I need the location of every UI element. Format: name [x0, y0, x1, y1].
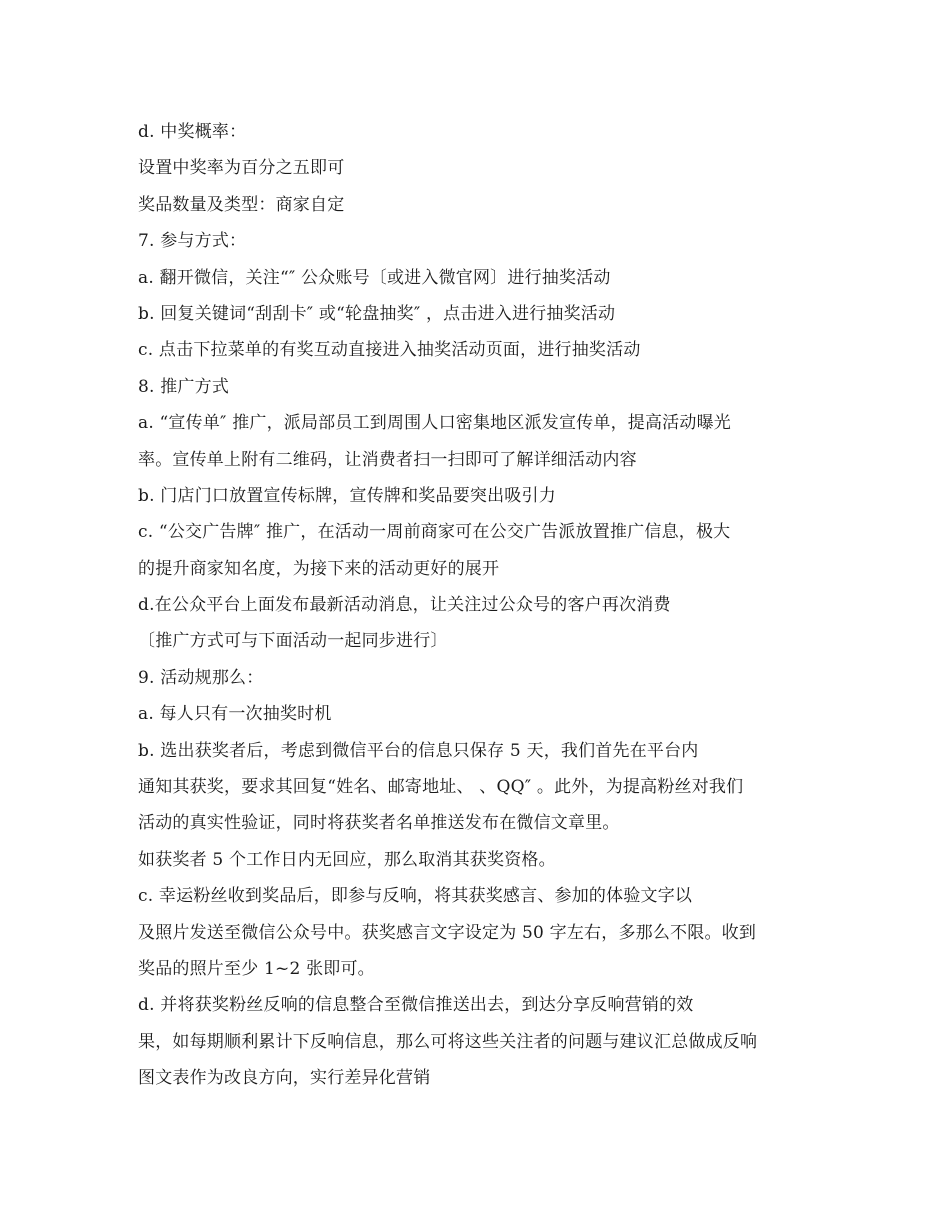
text-line: 设置中奖率为百分之五即可	[138, 158, 345, 179]
text-line: 的提升商家知名度，为接下来的活动更好的展开	[138, 558, 500, 579]
text-line: 活动的真实性验证，同时将获奖者名单推送发布在微信文章里。	[138, 813, 620, 834]
text-line: 如获奖者 5 个工作日内无回应，那么取消其获奖资格。	[138, 849, 556, 870]
text-line: d.在公众平台上面发布最新活动消息，让关注过公众号的客户再次消费	[138, 595, 671, 616]
text-line: a. 翻开微信，关注“″ 公众账号〔或进入微官网〕进行抽奖活动	[138, 267, 611, 288]
text-line: a. “宣传单″ 推广，派局部员工到周围人口密集地区派发宣传单，提高活动曝光	[138, 413, 731, 434]
text-line: 率。宣传单上附有二维码，让消费者扫一扫即可了解详细活动内容	[138, 449, 637, 470]
text-line: 〔推广方式可与下面活动一起同步进行〕	[138, 631, 448, 652]
text-line: c. “公交广告牌″ 推广，在活动一周前商家可在公交广告派放置推广信息，极大	[138, 522, 731, 543]
text-line: b. 门店门口放置宣传标牌，宣传牌和奖品要突出吸引力	[138, 485, 556, 506]
text-line: 及照片发送至微信公众号中。获奖感言文字设定为 50 字左右，多那么不限。收到	[138, 922, 757, 943]
text-line: c. 幸运粉丝收到奖品后，即参与反响，将其获奖感言、参加的体验文字以	[138, 886, 693, 907]
text-line: 通知其获奖，要求其回复“姓名、邮寄地址、 、QQ″ 。此外，为提高粉丝对我们	[138, 777, 744, 798]
text-line: c. 点击下拉菜单的有奖互动直接进入抽奖活动页面，进行抽奖活动	[138, 340, 641, 361]
text-line: 奖品的照片至少 1~2 张即可。	[138, 958, 375, 979]
text-line: d. 中奖概率：	[138, 122, 247, 142]
text-line: 果，如每期顺利累计下反响信息，那么可将这些关注者的问题与建议汇总做成反响	[138, 1031, 758, 1052]
text-line: b. 选出获奖者后，考虑到微信平台的信息只保存 5 天，我们首先在平台内	[138, 740, 699, 761]
text-line: 8. 推广方式	[138, 376, 230, 397]
text-line: 7. 参与方式：	[138, 231, 247, 252]
text-line: d. 并将获奖粉丝反响的信息整合至微信推送出去，到达分享反响营销的效	[138, 995, 694, 1016]
text-line: a. 每人只有一次抽奖时机	[138, 704, 332, 725]
text-line: b. 回复关键词“刮刮卡″ 或“轮盘抽奖″ ，点击进入进行抽奖活动	[138, 303, 616, 324]
text-line: 图文表作为改良方向，实行差异化营销	[138, 1068, 431, 1089]
text-line: 奖品数量及类型：商家自定	[138, 194, 345, 215]
text-line: 9. 活动规那么：	[138, 667, 264, 688]
document-body	[138, 114, 818, 1097]
